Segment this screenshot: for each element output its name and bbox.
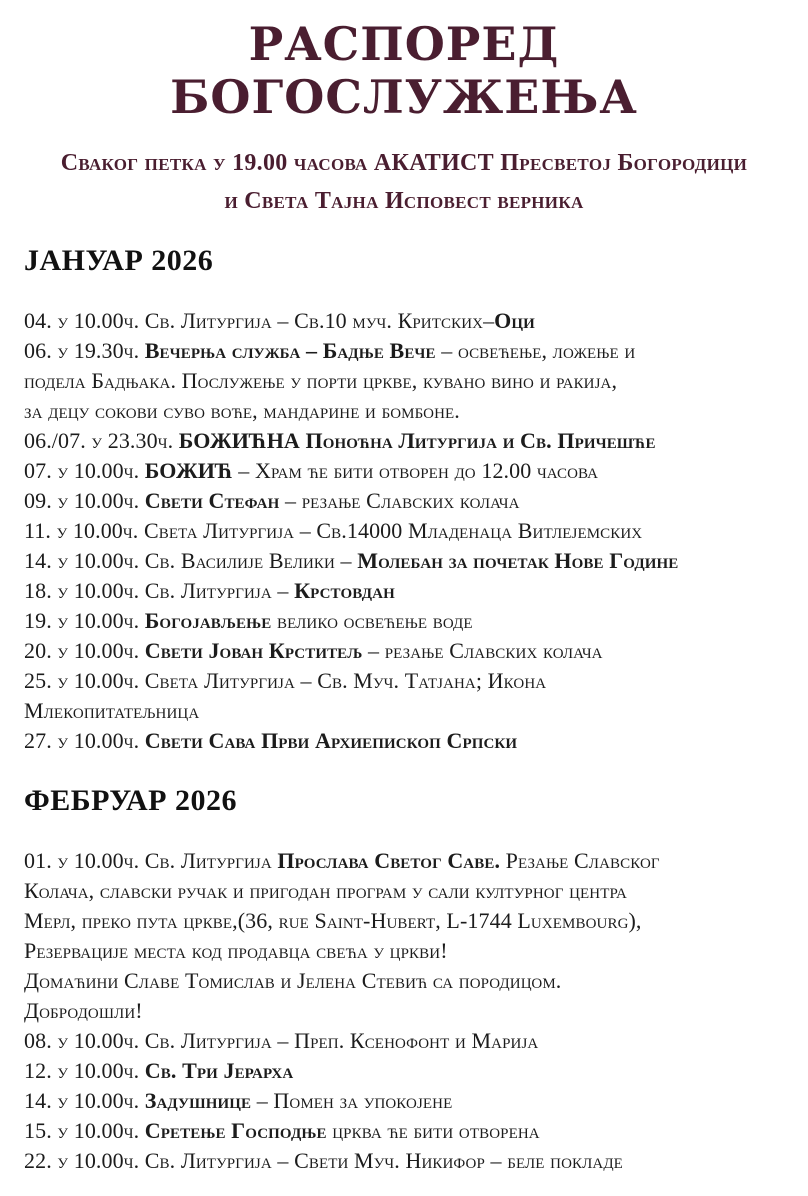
entry-segment: подела Бадњака. Послужење у порти цркве, кувано вино и ракија, <box>24 367 618 393</box>
schedule-entry <box>24 996 784 1026</box>
entry-segment: 07. у 10.00ч. <box>24 457 145 483</box>
entry-list <box>24 846 784 1176</box>
schedule-entry <box>24 666 784 726</box>
entry-segment: Млекопитатељница <box>24 697 200 723</box>
entry-segment: – резање Славских колача <box>279 487 520 513</box>
entry-segment: БОЖИЋ <box>144 457 233 483</box>
schedule-entry <box>24 636 784 666</box>
entry-segment: Сретење Господње <box>144 1117 327 1143</box>
entry-segment: БОЖИЋНА Поноћна Литургија и Св. Причешће <box>178 427 656 453</box>
entry-segment: Богојављење <box>144 607 272 633</box>
entry-segment: 06. у 19.30ч. <box>24 337 145 363</box>
entry-segment: 15. у 10.00ч. <box>24 1117 145 1143</box>
entry-segment: Св. Три Јерарха <box>144 1057 294 1083</box>
subtitle-line-1: Сваког петка у 19.00 часова АКАТИСТ Пресветој Богородици <box>60 149 748 176</box>
schedule-entry <box>24 1056 784 1086</box>
entry-segment: 06./07. у 23.30ч. <box>24 427 179 453</box>
subtitle-line-2: и Света Тајна Исповест верника <box>224 187 584 214</box>
entry-segment: 22. у 10.00ч. Св. Литургија – Свети Муч. Никифор – беле покладе <box>24 1147 623 1173</box>
section-heading: ЈАНУАР 2026 <box>24 243 214 277</box>
entry-segment: – Храм ће бити отворен до 12.00 часова <box>232 457 599 483</box>
entry-segment: 01. у 10.00ч. Св. Литургија <box>24 847 278 873</box>
entry-segment: Молебан за почетак Нове Године <box>357 547 679 573</box>
entry-segment: Свети Сава Први Архиепископ Српски <box>144 727 518 753</box>
entry-segment: Домаћини Славе Томислав и Јелена Стевић са породицом. <box>24 967 562 993</box>
entry-segment: 04. у 10.00ч. Св. Литургија – Св.10 муч. Критских– <box>24 307 495 333</box>
month-section <box>24 784 784 1176</box>
schedule-entry <box>24 306 784 336</box>
entry-segment: Резервације места код продавца свећа у цркви! <box>24 937 448 963</box>
entry-segment: 14. у 10.00ч. Св. Василије Велики – <box>24 547 358 573</box>
schedule-entry <box>24 1116 784 1146</box>
entry-segment: за децу сокови суво воће, мандарине и бомбоне. <box>24 397 460 423</box>
entry-segment: 11. у 10.00ч. Света Литургија – Св.14000 Младенаца Витлејемских <box>24 517 643 543</box>
entry-segment: 14. у 10.00ч. <box>24 1087 145 1113</box>
month-section <box>24 244 784 756</box>
section-heading: ФЕБРУАР 2026 <box>24 783 237 817</box>
schedule-entry <box>24 606 784 636</box>
schedule-entry <box>24 456 784 486</box>
entry-list <box>24 306 784 756</box>
schedule-entry <box>24 966 784 996</box>
schedule-entry <box>24 1146 784 1176</box>
entry-segment: Добродошли! <box>24 997 143 1023</box>
entry-segment: 08. у 10.00ч. Св. Литургија – Преп. Ксенофонт и Марија <box>24 1027 539 1053</box>
entry-segment: 19. у 10.00ч. <box>24 607 145 633</box>
schedule-entry <box>24 576 784 606</box>
entry-segment: – освећење, ложење и <box>435 337 636 363</box>
entry-segment: – Помен за упокојене <box>251 1087 453 1113</box>
entry-segment: Оци <box>494 307 535 333</box>
schedule-entry <box>24 1086 784 1116</box>
schedule-entry <box>24 546 784 576</box>
entry-segment: Задушнице <box>144 1087 252 1113</box>
entry-segment: 25. у 10.00ч. Света Литургија – Св. Муч. Татјана; Икона <box>24 667 547 693</box>
entry-segment: 12. у 10.00ч. <box>24 1057 145 1083</box>
entry-segment: црква ће бити отворена <box>326 1117 540 1143</box>
entry-segment: Вечерња служба – Бадње Вече <box>144 337 436 363</box>
schedule-entry <box>24 846 784 966</box>
entry-segment: Крстовдан <box>294 577 395 603</box>
schedule-entry <box>24 1026 784 1056</box>
page-title: РАСПОРЕД БОГОСЛУЖЕЊА <box>170 17 638 124</box>
schedule-entry <box>24 726 784 756</box>
entry-segment: Колача, славски ручак и пригодан програм у сали културног центра <box>24 877 627 903</box>
schedule-entry <box>24 486 784 516</box>
entry-segment: Свети Јован Крститељ <box>144 637 363 663</box>
schedule-entry <box>24 336 784 426</box>
schedule <box>24 244 784 1176</box>
entry-segment: велико освећење воде <box>271 607 473 633</box>
entry-segment: Мерл, преко пута цркве,(36, rue Saint-Hubert, L-1744 Luxembourg), <box>24 907 642 933</box>
entry-segment: – резање Славских колача <box>362 637 603 663</box>
entry-segment: Резање Славског <box>500 847 660 873</box>
subtitle <box>24 144 784 220</box>
entry-segment: 27. у 10.00ч. <box>24 727 145 753</box>
entry-segment: 18. у 10.00ч. Св. Литургија – <box>24 577 295 603</box>
entry-segment: 20. у 10.00ч. <box>24 637 145 663</box>
entry-segment: Свети Стефан <box>144 487 280 513</box>
document-page <box>24 18 784 1176</box>
entry-segment: 09. у 10.00ч. <box>24 487 145 513</box>
entry-segment: Прослава Светог Саве. <box>277 847 501 873</box>
schedule-entry <box>24 426 784 456</box>
schedule-entry <box>24 516 784 546</box>
